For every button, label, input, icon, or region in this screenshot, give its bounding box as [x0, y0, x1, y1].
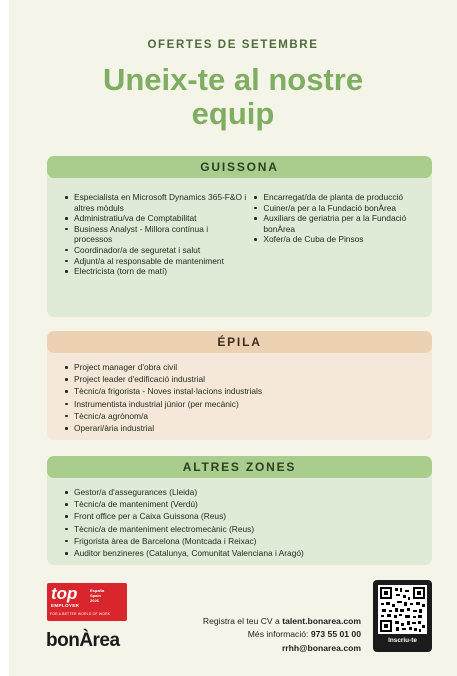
talent-link[interactable]: talent.bonarea.com	[282, 616, 361, 626]
job-poster	[9, 0, 457, 676]
list-item: Coordinador/a de seguretat i salut	[65, 245, 248, 256]
bonarea-logo: bonÀrea	[46, 630, 120, 651]
list-item: Gestor/a d'assegurances (Lleida)	[65, 486, 422, 498]
list-item: Front office per a Caixa Guissona (Reus)	[65, 510, 422, 522]
qr-pattern	[378, 585, 427, 634]
list-item: Tècnic/a agrònom/a	[65, 410, 422, 422]
list-item: Auditor benzineres (Catalunya, Comunitat Valenciana i Aragó)	[65, 547, 422, 559]
section-altres-zones	[47, 456, 432, 565]
list-item: Administratiu/va de Comptabilitat	[65, 213, 248, 224]
cv-prefix: Registra el teu CV a	[202, 616, 283, 626]
page-title	[9, 63, 457, 131]
kicker-text: OFERTES DE SETEMBRE	[147, 39, 319, 51]
section-title-epila: ÉPILA	[47, 331, 432, 353]
list-item: Business Analyst - Millora contínua i processos	[65, 224, 248, 245]
list-item: Tècnic/a de manteniment electromecànic (Reus)	[65, 523, 422, 535]
list-item: Tècnic/a frigorista - Noves instal·lacions industrials	[65, 385, 422, 397]
list-item: Project manager d'obra civil	[65, 361, 422, 373]
contact-info	[141, 615, 361, 655]
list-item: Frigorista àrea de Barcelona (Montcada i Reixac)	[65, 535, 422, 547]
section-epila	[47, 331, 432, 440]
top-employer-badge	[47, 583, 127, 621]
award-country: España Spain 2026	[90, 588, 105, 604]
section-guissona	[47, 156, 432, 317]
list-item: Adjunt/a al responsable de manteniment	[65, 256, 248, 267]
list-item: Auxiliars de geriatria per a la Fundació bonÀrea	[254, 213, 422, 234]
list-item: Instrumentista industrial júnior (per mecànic)	[65, 398, 422, 410]
award-line: EMPLOYER	[51, 603, 80, 608]
list-item: Cuiner/a per a la Fundació bonÀrea	[254, 203, 422, 214]
list-item: Encarregat/da de planta de producció	[254, 192, 422, 203]
qr-code	[378, 585, 427, 634]
altres-list	[47, 478, 432, 559]
qr-code-card[interactable]	[373, 580, 432, 652]
award-word: top	[51, 584, 78, 603]
title-line-1: Uneix-te al nostre	[102, 62, 364, 97]
qr-label: Inscriu-te	[388, 637, 417, 644]
list-item: Project leader d'edificació industrial	[65, 373, 422, 385]
award-tagline: FOR A BETTER WORLD OF WORK	[50, 612, 111, 616]
guissona-list-left	[65, 192, 248, 277]
section-title-guissona: GUISSONA	[47, 156, 432, 178]
list-item: Electricista (torn de matí)	[65, 266, 248, 277]
list-item: Xofer/a de Cuba de Pinsos	[254, 234, 422, 245]
section-title-altres-zones: ALTRES ZONES	[47, 456, 432, 478]
guissona-list-right	[254, 192, 422, 277]
list-item: Tècnic/a de manteniment (Verdú)	[65, 498, 422, 510]
list-item: Especialista en Microsoft Dynamics 365-F&O i altres mòduls	[65, 192, 248, 213]
title-line-2: equip	[191, 96, 275, 131]
epila-list	[47, 353, 432, 434]
phone-number: 973 55 01 00	[310, 629, 361, 640]
info-prefix: Més informació:	[247, 629, 311, 640]
email-link[interactable]: rrhh@bonarea.com	[281, 642, 361, 653]
list-item: Operari/ària industrial	[65, 422, 422, 434]
